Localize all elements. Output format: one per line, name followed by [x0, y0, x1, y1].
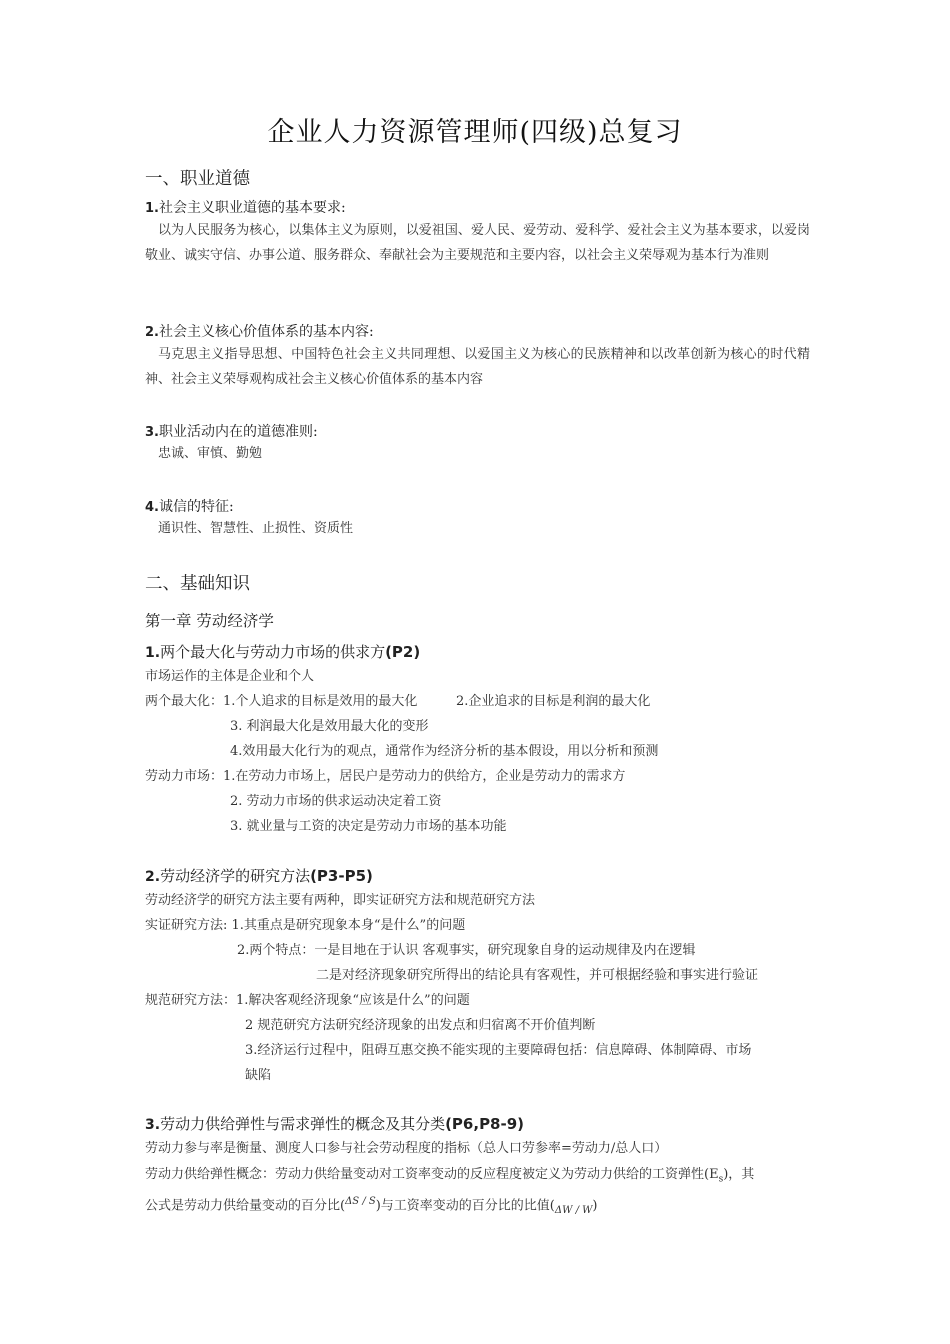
chapter-heading: 第一章 劳动经济学 [145, 612, 274, 630]
text-line: 3. 就业量与工资的决定是劳动力市场的基本功能 [230, 819, 507, 834]
text-line: 劳动力参与率是衡量、测度人口参与社会劳动程度的指标（总人口劳参率=劳动力/总人口） [145, 1141, 668, 1156]
text-line [145, 1166, 754, 1189]
topic-label: 两个最大化与劳动力市场的供求方 [160, 643, 386, 661]
text-line: 2. 劳动力市场的供求运动决定着工资 [230, 794, 442, 809]
question-4-body: 通识性、智慧性、止损性、资质性 [158, 521, 354, 536]
text-line: 劳动经济学的研究方法主要有两种，即实证研究方法和规范研究方法 [145, 893, 536, 908]
text-line: 两个最大化：1.个人追求的目标是效用的最大化 [145, 694, 418, 709]
text-span: 劳动力供给弹性概念：劳动力供给量变动对工资率变动的反应程度被定义为劳动力供给的工资弹性(E [145, 1167, 719, 1182]
question-4-heading [145, 496, 234, 516]
text-line [145, 1193, 597, 1220]
question-number: 2. [145, 325, 159, 340]
question-number: 4. [145, 500, 159, 515]
question-3-body: 忠诚、审慎、勤勉 [158, 446, 263, 461]
text-span: )与工资率变动的百分比的比值( [375, 1198, 555, 1214]
question-number: 3. [145, 425, 159, 440]
text-line: 实证研究方法: 1.其重点是研究现象本身“是什么”的问题 [145, 918, 466, 933]
topic-number: 3. [145, 1117, 161, 1133]
text-line: 规范研究方法：1.解决客观经济现象“应该是什么”的问题 [145, 993, 470, 1008]
page-title: 企业人力资源管理师(四级)总复习 [267, 117, 683, 148]
text-line: 3. 利润最大化是效用最大化的变形 [230, 719, 429, 734]
section-heading-ethics: 一、职业道德 [145, 169, 250, 189]
topic-label: 劳动经济学的研究方法 [160, 867, 311, 885]
text-line: 2.两个特点：一是目地在于认识 客观事实，研究现象自身的运动规律及内在逻辑 [237, 943, 696, 958]
page-ref: (P3-P5) [310, 867, 373, 885]
text-line: 4.效用最大化行为的观点，通常作为经济分析的基本假设，用以分析和预测 [230, 744, 659, 759]
text-line: 2.企业追求的目标是利润的最大化 [456, 694, 651, 709]
text-line: 2 规范研究方法研究经济现象的出发点和归宿离不开价值判断 [245, 1018, 596, 1033]
topic-3-heading [145, 1113, 524, 1134]
topic-label: 劳动力供给弹性与需求弹性的概念及其分类 [160, 1115, 446, 1133]
text-span: )，其 [723, 1167, 755, 1182]
page-ref: (P6,P8-9) [445, 1115, 525, 1133]
text-line: 3.经济运行过程中，阻碍互惠交换不能实现的主要障碍包括：信息障碍、体制障碍、市场 [245, 1043, 752, 1058]
question-1-body: 以为人民服务为核心，以集体主义为原则，以爱祖国、爱人民、爱劳动、爱科学、爱社会主义为基本要求，以爱岗敬业、诚实守信、办事公道、服务群众、奉献社会为主要规范和主要内容，以社会主义荣辱观为基本行为准则 [145, 223, 810, 263]
fraction: ΔS / S [345, 1196, 376, 1207]
section-heading-basics: 二、基础知识 [145, 574, 250, 594]
subscript: s [718, 1174, 724, 1185]
question-2-heading [145, 321, 374, 341]
question-number: 1. [145, 201, 159, 216]
topic-number: 1. [145, 645, 161, 661]
question-label: 社会主义职业道德的基本要求: [158, 200, 346, 216]
page-ref: (P2) [385, 643, 421, 661]
text-line: 缺陷 [245, 1068, 272, 1083]
question-label: 职业活动内在的道德准则: [158, 424, 318, 440]
fraction: ΔW / W [554, 1204, 593, 1216]
question-label: 社会主义核心价值体系的基本内容: [158, 324, 374, 340]
topic-number: 2. [145, 869, 161, 885]
text-span: 公式是劳动力供给量变动的百分比( [145, 1198, 346, 1214]
question-2-body: 马克思主义指导思想、中国特色社会主义共同理想、以爱国主义为核心的民族精神和以改革创新为核心的时代精神、社会主义荣辱观构成社会主义核心价值体系的基本内容 [145, 347, 810, 387]
text-line: 市场运作的主体是企业和个人 [145, 669, 315, 684]
question-3-heading [145, 421, 318, 441]
topic-1-heading [145, 641, 420, 662]
text-line: 二是对经济现象研究所得出的结论具有客观性，并可根据经验和事实进行验证 [316, 968, 759, 983]
question-label: 诚信的特征: [158, 499, 234, 515]
question-1-heading [145, 197, 346, 217]
topic-2-heading [145, 865, 373, 886]
text-line: 劳动力市场：1.在劳动力市场上，居民户是劳动力的供给方，企业是劳动力的需求方 [145, 769, 626, 784]
text-span: ) [592, 1198, 598, 1214]
